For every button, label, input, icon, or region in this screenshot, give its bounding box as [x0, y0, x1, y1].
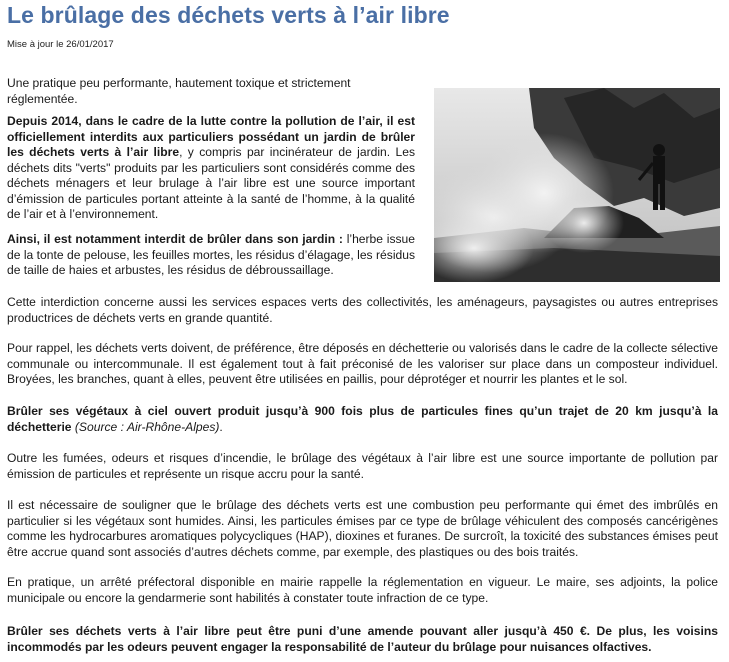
bonfire-photo	[434, 88, 720, 282]
paragraph-reminder: Pour rappel, les déchets verts doivent, de préférence, être déposés en déchetterie ou valorisés dans le cadre de la collecte sélective communale ou intercommunale. Il est également tout à fait préconisé de les valoriser sur place dans un composteur individuel. Broyées, les branches, quant à elles, peuvent être utilisées en paillis, pour déprotéger et nourrir les plantes et le sol.	[7, 341, 718, 386]
paragraph-forbidden-list-bold: Ainsi, il est notamment interdit de brûler dans son jardin :	[7, 232, 343, 246]
paragraph-forbidden-list	[7, 232, 415, 279]
paragraph-ban-2014	[7, 114, 415, 223]
paragraph-forbidden-list-text: l’herbe issue de la tonte de pelouse, les feuilles mortes, les résidus d’élagage, les résidus de taille de haies et arbustes, les résidus de débroussaillage.	[7, 232, 415, 277]
paragraph-ban-2014-text: , y compris par incinérateur de jardin. Les déchets dits "verts" produits par les particuliers sont considérés comme des déchets ménagers et leur brulage à l’air libre est une source important d’émission de particules portant atteinte à la santé de l’homme, à la qualité de l’air et à l’environnement.	[7, 145, 415, 221]
paragraph-ban-2014-bold: Depuis 2014, dans le cadre de la lutte contre la pollution de l’air, il est officiellement interdits aux particuliers possédant un jardin de brûler les déchets verts à l’air libre	[7, 114, 415, 159]
paragraph-collectivities: Cette interdiction concerne aussi les services espaces verts des collectivités, les aménageurs, paysagistes ou autres entreprises productrices de déchets verts en grande quantité.	[7, 295, 718, 325]
paragraph-regulation: En pratique, un arrêté préfectoral disponible en mairie rappelle la réglementation en vigueur. Le maire, ses adjoints, la police municipale ou encore la gendarmerie sont habilités à constater toute infraction de ce type.	[7, 575, 718, 605]
update-date: Mise à jour le 26/01/2017	[7, 39, 114, 50]
paragraph-fumes: Outre les fumées, odeurs et risques d’incendie, le brûlage des végétaux à l’air libre est une source importante de pollution par émission de particules et représente un risque accru pour la santé.	[7, 451, 718, 481]
paragraph-particles-source: (Source : Air-Rhône-Alpes)	[74, 419, 220, 434]
paragraph-particles: Brûler ses végétaux à ciel ouvert produit jusqu’à 900 fois plus de particules fines qu’un trajet de 20 km jusqu’à la déchetterie (Source : Air-Rhône-Alpes).	[7, 404, 718, 434]
intro-paragraph: Une pratique peu performante, hautement toxique et strictement réglementée.	[7, 76, 351, 106]
paragraph-particles-bold: Brûler ses végétaux à ciel ouvert produit jusqu’à 900 fois plus de particules fines qu’un trajet de 20 km jusqu’à la déchetterie	[7, 404, 718, 434]
paragraph-fine	[7, 624, 718, 655]
paragraph-combustion: Il est nécessaire de souligner que le brûlage des déchets verts est une combustion peu performante qui émet des imbrûlés en particulier si les végétaux sont humides. Ainsi, les particules émises par ce type de brûlage véhiculent des composés cancérigènes comme les hydrocarbures aromatiques polycycliques (HAP), dioxines et furanes. De surcroît, la toxicité des substances émises peut être accrue quand sont associés d’autres déchets comme, par exemple, des plastiques ou des bois traités.	[7, 498, 718, 559]
page-title: Le brûlage des déchets verts à l’air libre	[7, 2, 450, 28]
paragraph-fine-bold: Brûler ses déchets verts à l’air libre peut être puni d’une amende pouvant aller jusqu’à 450 €. De plus, les voisins incommodés par les odeurs peuvent engager la responsabilité de l’auteur du brûlage pour nuisances olfactives.	[7, 624, 718, 654]
